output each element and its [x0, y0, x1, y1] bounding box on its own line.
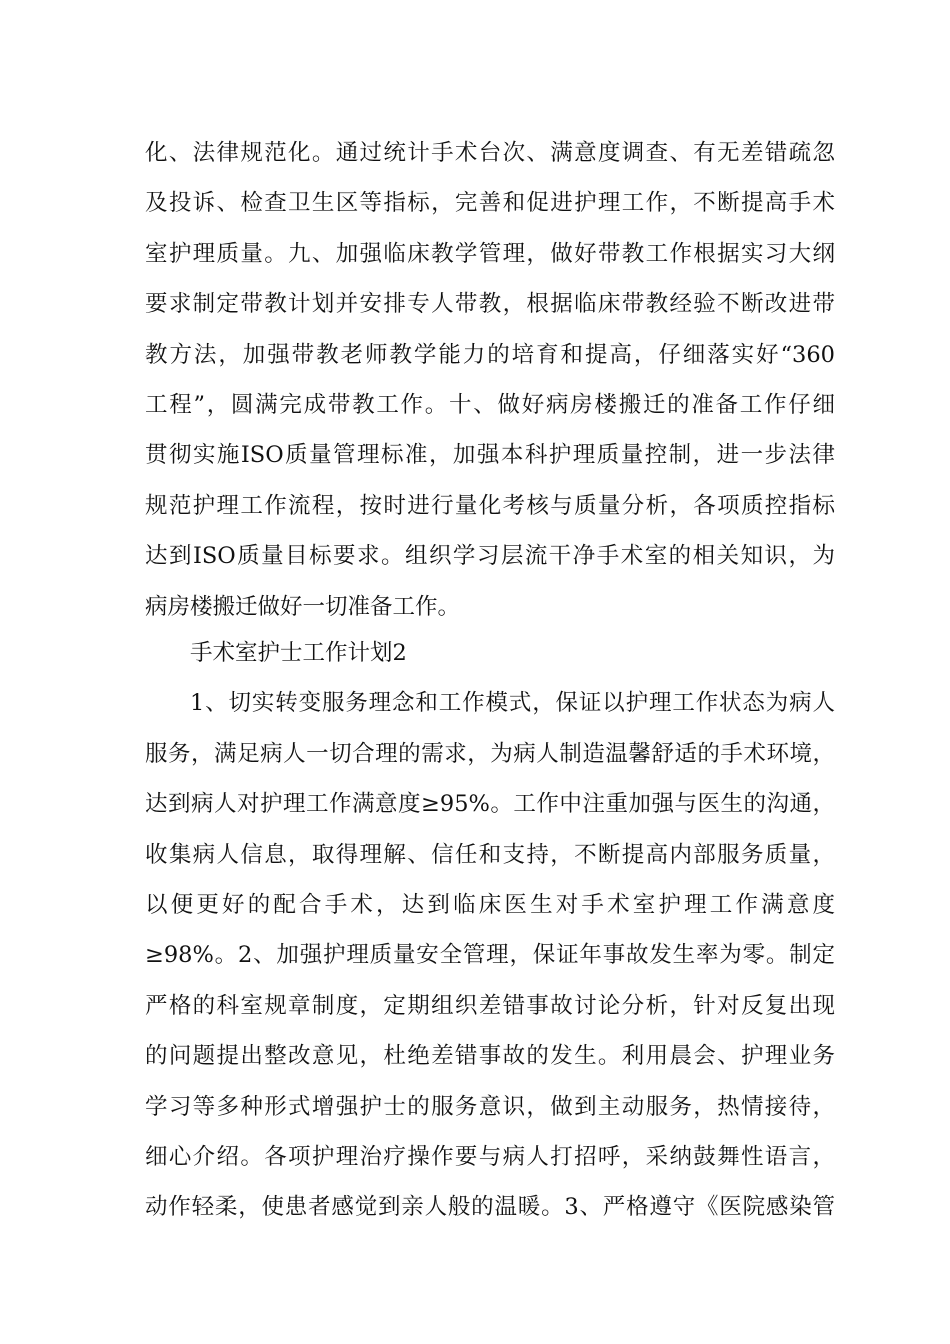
text-line: 1、切实转变服务理念和工作模式，保证以护理工作状态为病人	[190, 690, 835, 717]
text-line: ≥98%。2、加强护理质量安全管理，保证年事故发生率为零。制定	[145, 942, 835, 969]
text-line: 以便更好的配合手术，达到临床医生对手术室护理工作满意度	[145, 891, 835, 918]
text-line: 严格的科室规章制度，定期组织差错事故讨论分析，针对反复出现	[145, 992, 835, 1019]
text-line: 动作轻柔，使患者感觉到亲人般的温暖。3、严格遵守《医院感染管	[145, 1194, 835, 1221]
text-line: 贯彻实施ISO质量管理标准，加强本科护理质量控制，进一步法律	[145, 442, 835, 469]
text-line: 细心介绍。各项护理治疗操作要与病人打招呼，采纳鼓舞性语言，	[145, 1143, 835, 1170]
paragraph-section-2	[145, 628, 835, 1233]
paragraph-section-1	[145, 128, 835, 632]
text-line: 的问题提出整改意见，杜绝差错事故的发生。利用晨会、护理业务	[145, 1043, 835, 1070]
text-line: 工程”，圆满完成带教工作。十、做好病房楼搬迁的准备工作仔细	[145, 391, 835, 418]
text-line: 要求制定带教计划并安排专人带教，根据临床带教经验不断改进带	[145, 291, 835, 318]
text-line: 达到ISO质量目标要求。组织学习层流干净手术室的相关知识，为	[145, 543, 835, 570]
text-line: 收集病人信息，取得理解、信任和支持，不断提高内部服务质量，	[145, 841, 835, 868]
section-heading: 手术室护士工作计划2	[190, 640, 407, 666]
text-line: 及投诉、检查卫生区等指标，完善和促进护理工作，不断提高手术	[145, 190, 835, 217]
text-line: 达到病人对护理工作满意度≥95%。工作中注重加强与医生的沟通，	[145, 791, 835, 818]
text-line: 病房楼搬迁做好一切准备工作。	[145, 593, 461, 620]
text-line: 服务，满足病人一切合理的需求，为病人制造温馨舒适的手术环境，	[145, 740, 835, 767]
text-line: 室护理质量。九、加强临床教学管理，做好带教工作根据实习大纲	[145, 240, 835, 267]
text-line: 规范护理工作流程，按时进行量化考核与质量分析，各项质控指标	[145, 492, 835, 519]
text-line: 化、法律规范化。通过统计手术台次、满意度调查、有无差错疏忽	[145, 140, 835, 166]
text-line: 学习等多种形式增强护士的服务意识，做到主动服务，热情接待，	[145, 1093, 835, 1120]
text-line: 教方法，加强带教老师教学能力的培育和提高，仔细落实好“360	[145, 341, 835, 368]
